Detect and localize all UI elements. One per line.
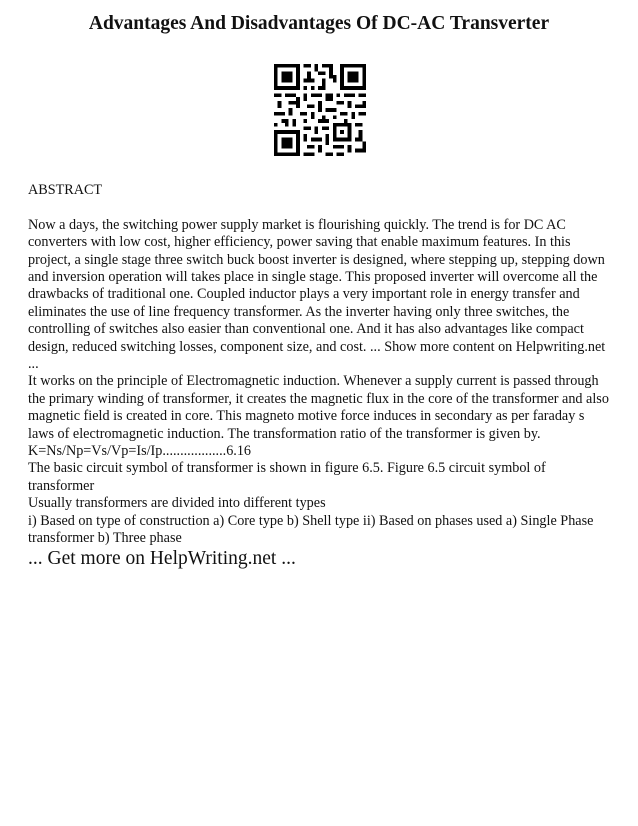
types-intro: Usually transformers are divided into different types bbox=[28, 495, 326, 512]
abstract-paragraph: Now a days, the switching power supply market is flourishing quickly. The trend is for DC AC converters with low cost, higher efficiency, power saving that enable maximum features. In this project, a single stage three switch buck boost inverter is designed, where stepping up, stepping down and inversion operation will takes place in single stage. This proposed inverter will overcome all the drawbacks of traditional one. Coupled inductor plays a very important role in energy transfer and eliminates the use of line frequency transformer. As the inverter having only three switches, the controlling of switches also easier than conventional one. And it has also advantages like compact design, reduced switching losses, component size, and cost. ... Show more content on Helpwriting.net bbox=[28, 216, 606, 355]
get-more-link[interactable]: ... Get more on HelpWriting.net ... bbox=[28, 548, 296, 569]
document-title: Advantages And Disadvantages Of DC-AC Transverter bbox=[88, 13, 550, 34]
ellipsis-line: ... bbox=[28, 356, 39, 373]
circuit-symbol-paragraph: The basic circuit symbol of transformer is shown in figure 6.5. Figure 6.5 circuit symbol of transformer bbox=[28, 460, 546, 494]
document-body bbox=[28, 182, 612, 548]
principle-paragraph: It works on the principle of Electromagnetic induction. Whenever a supply current is passed through the primary winding of transformer, it creates the magnetic flux in the core of the transformer and also magnetic field is created in core. This magneto motive force induces in secondary as per faraday s laws of electromagnetic induction. The transformation ratio of the transformer is given by. bbox=[28, 373, 609, 442]
abstract-heading: ABSTRACT bbox=[28, 182, 103, 198]
qr-code-icon bbox=[274, 64, 366, 156]
ratio-formula: K=Ns/Np=Vs/Vp=Is/Ip..................6.16 bbox=[28, 443, 252, 460]
types-list: i) Based on type of construction a) Core type b) Shell type ii) Based on phases used a) Single Phase transformer b) Three phase bbox=[28, 512, 594, 547]
paragraph-spacer bbox=[28, 199, 612, 216]
